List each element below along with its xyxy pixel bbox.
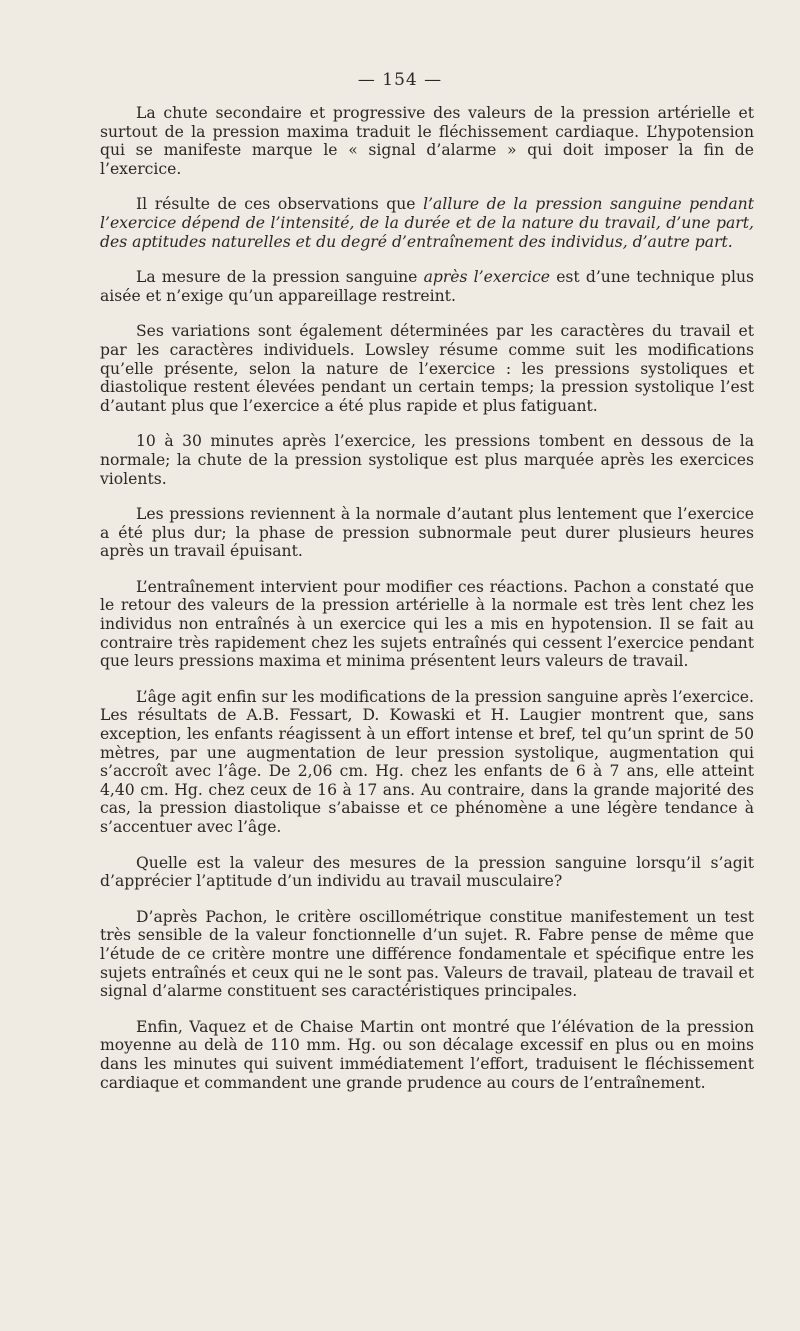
paragraph-11: Enfin, Vaquez et de Chaise Martin ont montré que l’élévation de la pression moyenne au delà de 110 mm. Hg. ou son décalage excessif en plus ou en moins dans les minutes qui suivent immédiatement l’effort, traduisent le fléchissement cardiaque et commandent une grande prudence au cours de l’entraînement. bbox=[100, 1017, 754, 1092]
page-number: — 154 — bbox=[357, 70, 443, 90]
paragraph-5: 10 à 30 minutes après l’exercice, les pressions tombent en dessous de la normale; la chute de la pression systolique est plus marquée après les exercices violents. bbox=[100, 432, 754, 488]
paragraph-3-lead: La mesure de la pression sanguine bbox=[136, 268, 424, 287]
paragraph-1: La chute secondaire et progressive des valeurs de la pression artérielle et surtout de la pression maxima traduit le fléchissement cardiaque. L’hypotension qui se manifeste marque le « signal d’alarme » qui doit imposer la fin de l’exercice. bbox=[100, 104, 754, 178]
paragraph-7: L’entraînement intervient pour modifier ces réactions. Pachon a constaté que le retour des valeurs de la pression artérielle à la normale est très lent chez les individus non entraînés à un exercice qui les a mis en hypotension. Il se fait au contraire très rapidement chez les sujets entraînés qui cessent l’exercice pendant que leurs pressions maxima et minima présentent leurs valeurs de travail. bbox=[100, 577, 754, 671]
paragraph-2 bbox=[100, 195, 754, 251]
paragraph-2-italic: l’allure de la pression sanguine pendant l’exercice dépend de l’intensité, de la durée et de la nature du travail, d’une part, des aptitudes naturelles et du degré d’entraînement des individus, d’autre part. bbox=[100, 195, 754, 251]
paragraph-3-tail: est d’une technique plus aisée et n’exige qu’un appareillage restreint. bbox=[100, 268, 754, 305]
paragraph-2-lead: Il résulte de ces observations que bbox=[136, 195, 424, 214]
paragraph-3-italic: après l’exercice bbox=[423, 268, 551, 287]
paragraph-3 bbox=[100, 268, 754, 305]
paragraph-10: D’après Pachon, le critère oscillométrique constitue manifestement un test très sensible de la valeur fonctionnelle d’un sujet. R. Fabre pense de même que l’étude de ce critère montre une différence fondamentale et spécifique entre les sujets entraînés et ceux qui ne le sont pas. Valeurs de travail, plateau de travail et signal d’alarme constituent ses caractéristiques principales. bbox=[100, 907, 754, 1001]
paragraph-6: Les pressions reviennent à la normale d’autant plus lentement que l’exercice a été plus dur; la phase de pression subnormale peut durer plusieurs heures après un travail épuisant. bbox=[100, 505, 754, 561]
paragraph-8: L’âge agit enfin sur les modifications de la pression sanguine après l’exercice. Les résultats de A.B. Fessart, D. Kowaski et H. Laugier montrent que, sans exception, les enfants réagissent à un effort intense et bref, tel qu’un sprint de 50 mètres, par une augmentation de leur pression systolique, augmentation qui s’accroît avec l’âge. De 2,06 cm. Hg. chez les enfants de 6 à 7 ans, elle atteint 4,40 cm. Hg. chez ceux de 16 à 17 ans. Au contraire, dans la grande majorité des cas, la pression diastolique s’abaisse et ce phénomène a une légère tendance à s’accentuer avec l’âge. bbox=[100, 687, 754, 836]
paragraph-9: Quelle est la valeur des mesures de la pression sanguine lorsqu’il s’agit d’apprécier l’aptitude d’un individu au travail musculaire? bbox=[100, 853, 754, 891]
body-text bbox=[100, 104, 754, 1109]
paragraph-4: Ses variations sont également déterminées par les caractères du travail et par les caractères individuels. Lowsley résume comme suit les modifications qu’elle présente, selon la nature de l’exercice : les pressions systoliques et diastolique restent élevées pendant un certain temps; la pression systolique l’est d’autant plus que l’exercice a été plus rapide et plus fatiguant. bbox=[100, 322, 754, 415]
